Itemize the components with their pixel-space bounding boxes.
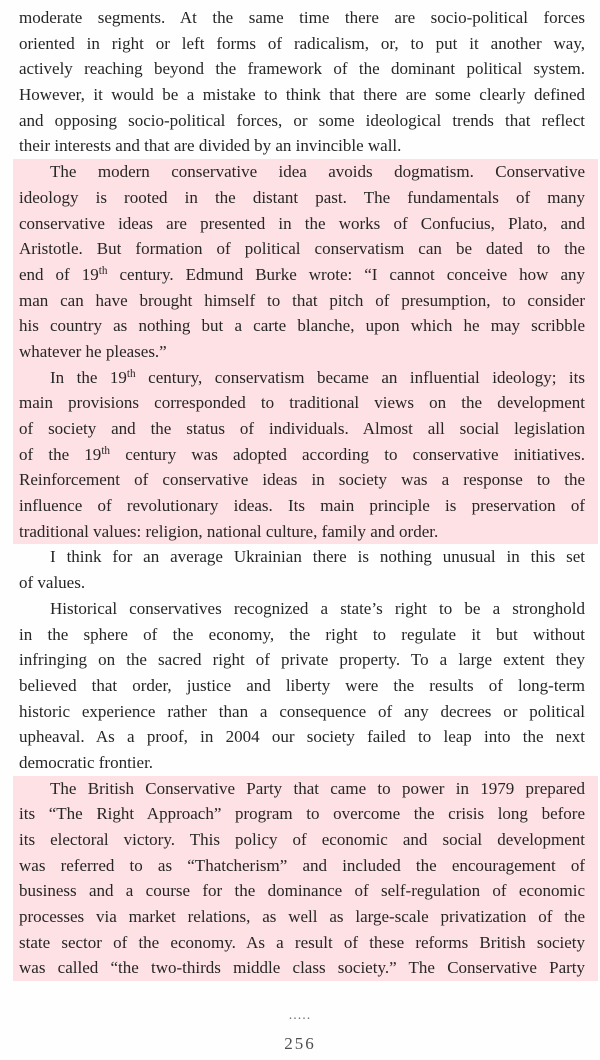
page-number: 256 [284, 1034, 316, 1053]
text-line: Aristotle. But formation of political conservatism can be dated to the [19, 239, 585, 259]
text-line: processes via market relations, as well as large-scale privatization of the [19, 907, 585, 927]
text-line: in the sphere of the economy, the right to regulate it but without [19, 624, 585, 644]
text-line: was called “the two-thirds middle class society.” The Conservative Party [19, 958, 585, 978]
text-line [19, 262, 585, 288]
superscript: th [98, 264, 108, 277]
text-line: Reinforcement of conservative ideas in society was a response to the [19, 470, 585, 490]
footer-ornament: ..... [288, 1008, 312, 1023]
highlighted-paragraph [13, 776, 598, 982]
highlighted-paragraph [13, 365, 598, 545]
text-line: man can have brought himself to that pitch of presumption, to consider [19, 290, 585, 310]
text-line: However, it would be a mistake to think that there are some clearly defined [19, 85, 585, 105]
text-line: its “The Right Approach” program to overcome the crisis long before [19, 804, 585, 824]
text-line [19, 365, 585, 391]
text-line: whatever he pleases.” [19, 341, 167, 361]
paragraph [19, 544, 585, 595]
superscript: th [126, 367, 136, 380]
text-line: upheaval. As a proof, in 2004 our society failed to leap into the next [19, 727, 585, 747]
text-line: its electoral victory. This policy of economic and social development [19, 830, 585, 849]
page-footer [0, 1008, 600, 1054]
paragraph [19, 5, 585, 159]
text-line: oriented in right or left forms of radicalism, or, to put it another way, [19, 33, 585, 53]
text-line: of society and the status of individuals. Almost all social legislation [19, 419, 585, 438]
text-line: conservative ideas are presented in the works of Confucius, Plato, and [19, 213, 585, 233]
text-line: Historical conservatives recognized a state’s right to be a stronghold [50, 598, 585, 618]
text-line: of values. [19, 573, 86, 593]
text-segment: century was adopted according to conservative initiatives. [110, 444, 585, 464]
text-line: believed that order, justice and liberty were the results of long-term [19, 675, 585, 695]
text-line: influence of revolutionary ideas. Its main principle is preservation of [19, 496, 585, 516]
superscript: th [101, 444, 111, 457]
text-segment: In the 19 [50, 367, 127, 387]
text-line: ideology is rooted in the distant past. The fundamentals of many [19, 187, 585, 207]
text-line: I think for an average Ukrainian there is nothing unusual in this set [50, 547, 585, 567]
text-line: was referred to as “Thatcherism” and included the encouragement of [19, 855, 585, 875]
text-segment: century, conservatism became an influential ideology; its [135, 367, 585, 387]
text-line: and opposing socio-political forces, or some ideological trends that reflect [19, 110, 585, 130]
text-line: their interests and that are divided by an invincible wall. [19, 136, 402, 156]
page-body-text [19, 5, 585, 981]
text-line: state sector of the economy. As a result of these reforms British society [19, 932, 585, 952]
text-line: infringing on the sacred right of private property. To a large extent they [19, 650, 585, 670]
text-line: moderate segments. At the same time there are socio-political forces [19, 8, 585, 27]
highlighted-paragraph [13, 159, 598, 365]
text-line: The modern conservative idea avoids dogmatism. Conservative [50, 162, 585, 182]
text-segment: end of 19 [19, 264, 99, 284]
text-segment: century. Edmund Burke wrote: “I cannot conceive how any [107, 264, 585, 284]
text-line: The British Conservative Party that came to power in 1979 prepared [50, 778, 585, 798]
text-line [19, 442, 585, 468]
text-line: historic experience rather than a consequence of any decrees or political [19, 701, 585, 721]
text-segment: of the 19 [19, 444, 102, 464]
paragraph [19, 596, 585, 776]
text-line: democratic frontier. [19, 752, 154, 772]
text-line: his country as nothing but a carte blanche, upon which he may scribble [19, 316, 585, 336]
text-line: main provisions corresponded to traditional views on the development [19, 393, 585, 413]
text-line: actively reaching beyond the framework of the dominant political system. [19, 59, 585, 79]
text-line: traditional values: religion, national culture, family and order. [19, 521, 439, 541]
text-line: business and a course for the dominance of self-regulation of economic [19, 881, 585, 901]
